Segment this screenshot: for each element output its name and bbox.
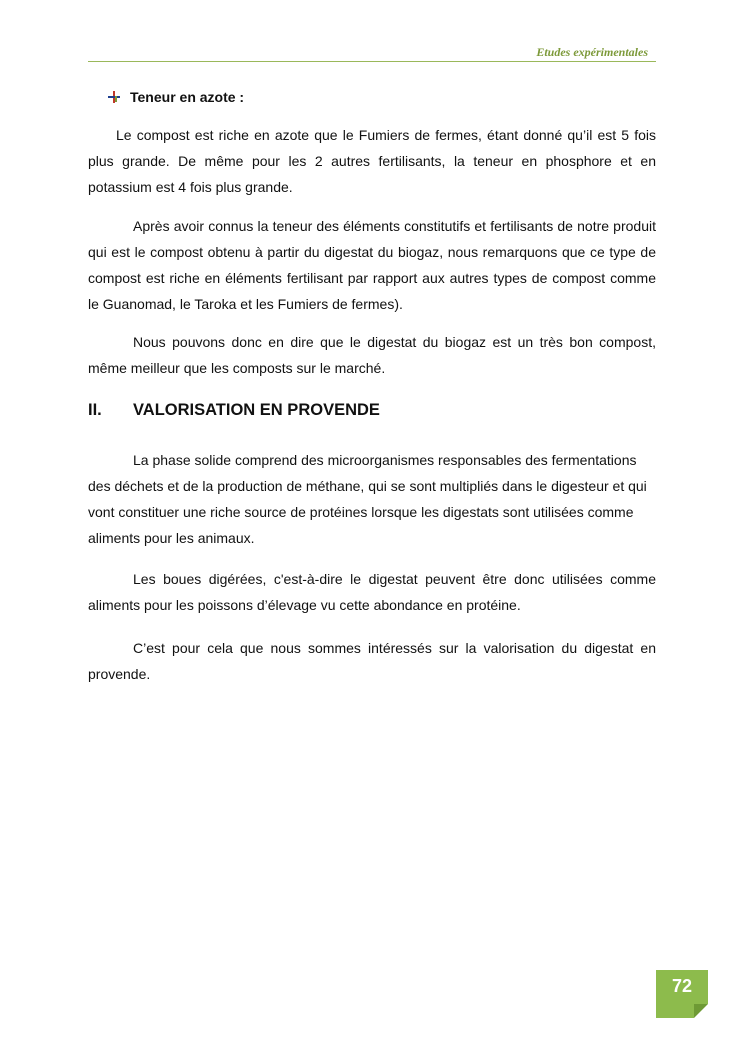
paragraph-digested-sludge: Les boues digérées, c'est-à-dire le digestat peuvent être donc utilisées comme aliments pour les poissons d’élevage vu cette abondance en protéine. <box>88 571 656 613</box>
bullet-heading-label: Teneur en azote : <box>130 89 245 105</box>
bullet-heading <box>107 89 244 105</box>
cross-bullet-icon <box>107 90 121 104</box>
paragraph-valorisation-interest: C’est pour cela que nous sommes intéressés sur la valorisation du digestat en provende. <box>88 640 656 682</box>
paragraph-solid-phase: La phase solide comprend des microorganismes responsables des fermentations des déchets et de la production de méthane, qui se sont multipliés dans le digesteur et qui vont constituer une riche source de protéines lorsque les digestats sont utilisées comme aliments pour les animaux. <box>88 452 647 546</box>
paragraph-compost-comparison: Après avoir connus la teneur des éléments constitutifs et fertilisants de notre produit qui est le compost obtenu à partir du digestat du biogaz, nous remarquons que ce type de compost est riche en éléments fertilisant par rapport aux autres types de compost comme le Guanomad, le Taroka et les Fumiers de fermes). <box>88 218 656 312</box>
page-number: 72 <box>671 976 693 996</box>
paragraph-nitrogen-content: Le compost est riche en azote que le Fumiers de fermes, étant donné qu’il est 5 fois plus grande. De même pour les 2 autres fertilisants, la teneur en phosphore et en potassium est 4 fois plus grande. <box>88 127 656 195</box>
section-heading <box>88 401 380 420</box>
paragraph-compost-conclusion: Nous pouvons donc en dire que le digestat du biogaz est un très bon compost, même meilleur que les composts sur le marché. <box>88 334 656 376</box>
page-fold <box>694 1004 708 1018</box>
header-divider <box>88 61 656 62</box>
header-title: Etudes expérimentales <box>536 45 648 59</box>
page-number-badge <box>656 970 708 1018</box>
section-number: II. <box>88 401 102 419</box>
section-title: VALORISATION EN PROVENDE <box>133 401 380 419</box>
